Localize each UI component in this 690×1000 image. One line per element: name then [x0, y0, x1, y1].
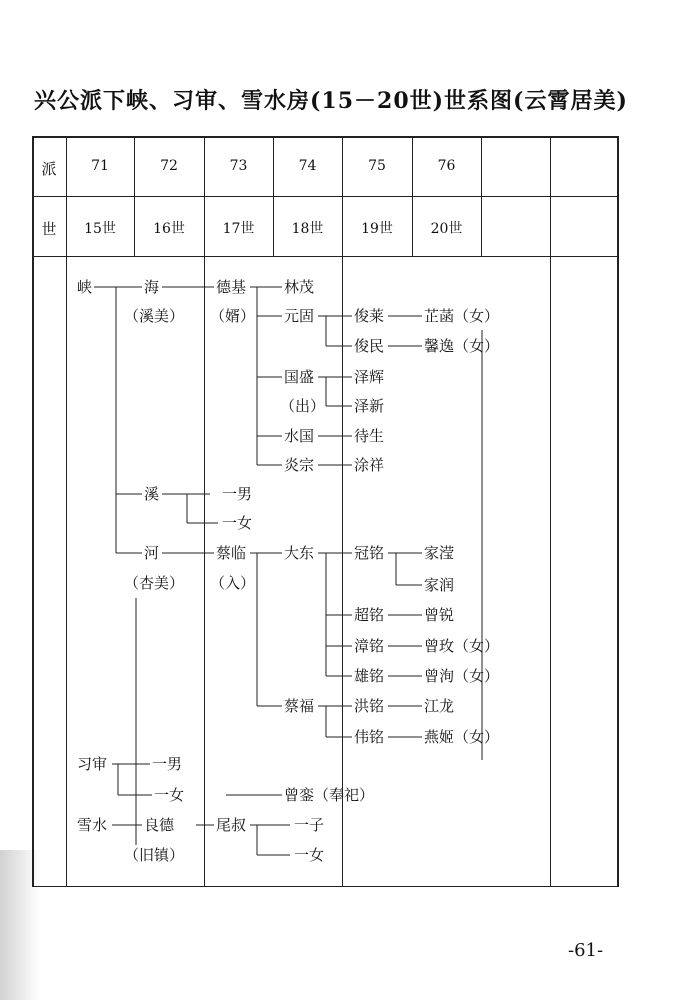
node-zexin: 泽新 [354, 397, 385, 415]
node-xia: 峡 [77, 278, 93, 296]
node-liangde: 良德 [144, 816, 175, 834]
shi-cell: 19世 [361, 221, 393, 237]
shi-cell: 15世 [84, 221, 116, 237]
node-xishen: 习审 [77, 755, 108, 773]
node-zengxun: 曾洵（女） [424, 667, 500, 685]
node-zhangming: 漳铭 [354, 637, 385, 655]
node-jianglong: 江龙 [424, 697, 455, 715]
node-shuiguo: 水国 [284, 427, 315, 445]
node-zengmei: 曾玫（女） [424, 637, 500, 655]
header-shi-label: 世 [41, 220, 57, 238]
node-zehui: 泽辉 [354, 368, 385, 386]
node-dadong: 大东 [284, 544, 315, 562]
shi-cell: 17世 [222, 221, 255, 237]
node-xishen-daughter: 一女 [154, 786, 185, 804]
node-weishu-son: 一子 [294, 816, 325, 834]
shi-cell: 18世 [291, 221, 324, 237]
node-linmao: 林茂 [284, 278, 315, 296]
node-xueshui: 雪水 [77, 816, 108, 834]
pai-cell: 75 [368, 158, 386, 174]
node-xi: 溪 [144, 485, 160, 503]
page-number: -61- [568, 940, 604, 961]
node-liangde-note: （旧镇） [124, 846, 185, 864]
node-xi-daughter: 一女 [222, 514, 253, 532]
shi-cell: 20世 [430, 221, 463, 237]
node-caifu: 蔡福 [284, 697, 315, 715]
node-xishen-son: 一男 [152, 755, 183, 773]
node-chaoming: 超铭 [354, 606, 385, 624]
node-junlai: 俊莱 [354, 307, 385, 325]
node-guanming: 冠铭 [354, 544, 385, 562]
node-cailin-note: （入） [210, 574, 256, 592]
node-cailin: 蔡临 [216, 544, 247, 562]
node-daisheng: 待生 [354, 427, 385, 445]
node-jiaying: 家滢 [424, 544, 455, 562]
node-guosheng-note: （出） [280, 397, 326, 415]
node-yanji: 燕姬（女） [424, 728, 500, 746]
node-deji: 德基 [216, 278, 247, 296]
node-hongming: 洪铭 [354, 697, 385, 715]
shi-cell: 16世 [153, 221, 185, 237]
pai-cell: 72 [160, 158, 178, 174]
scan-shadow [0, 850, 40, 1000]
node-weishu-daughter: 一女 [294, 846, 325, 864]
node-hai: 海 [144, 278, 160, 296]
header-pai-label: 派 [41, 160, 57, 178]
node-xiongming: 雄铭 [354, 667, 385, 685]
pai-cell: 74 [298, 158, 317, 174]
node-xi-son: 一男 [222, 485, 253, 503]
node-zengluan: 曾銮（奉祀） [284, 786, 375, 804]
node-weiming: 伟铭 [354, 728, 385, 746]
node-junmin: 俊民 [354, 337, 385, 355]
node-yanzong: 炎宗 [284, 456, 315, 474]
node-tuxiang: 涂祥 [354, 456, 385, 474]
pai-cell: 71 [91, 158, 109, 174]
pai-cell: 73 [229, 158, 248, 174]
node-guosheng: 国盛 [284, 368, 315, 386]
node-jiarun: 家润 [424, 576, 455, 594]
pai-cell: 76 [437, 158, 456, 174]
node-deji-note: （婿） [210, 307, 256, 325]
node-zhihan: 芷菡（女） [424, 307, 500, 325]
node-weishu: 尾叔 [216, 816, 247, 834]
node-he-note: （杏美） [124, 574, 185, 592]
node-he: 河 [144, 544, 160, 562]
node-zengrui: 曾锐 [424, 606, 455, 624]
page-title: 兴公派下峡、习审、雪水房(15－20世)世系图(云霄居美) [34, 88, 628, 114]
node-xinyi: 馨逸（女） [424, 337, 500, 355]
node-yuangu: 元固 [284, 307, 315, 325]
node-hai-note: （溪美） [124, 307, 185, 325]
